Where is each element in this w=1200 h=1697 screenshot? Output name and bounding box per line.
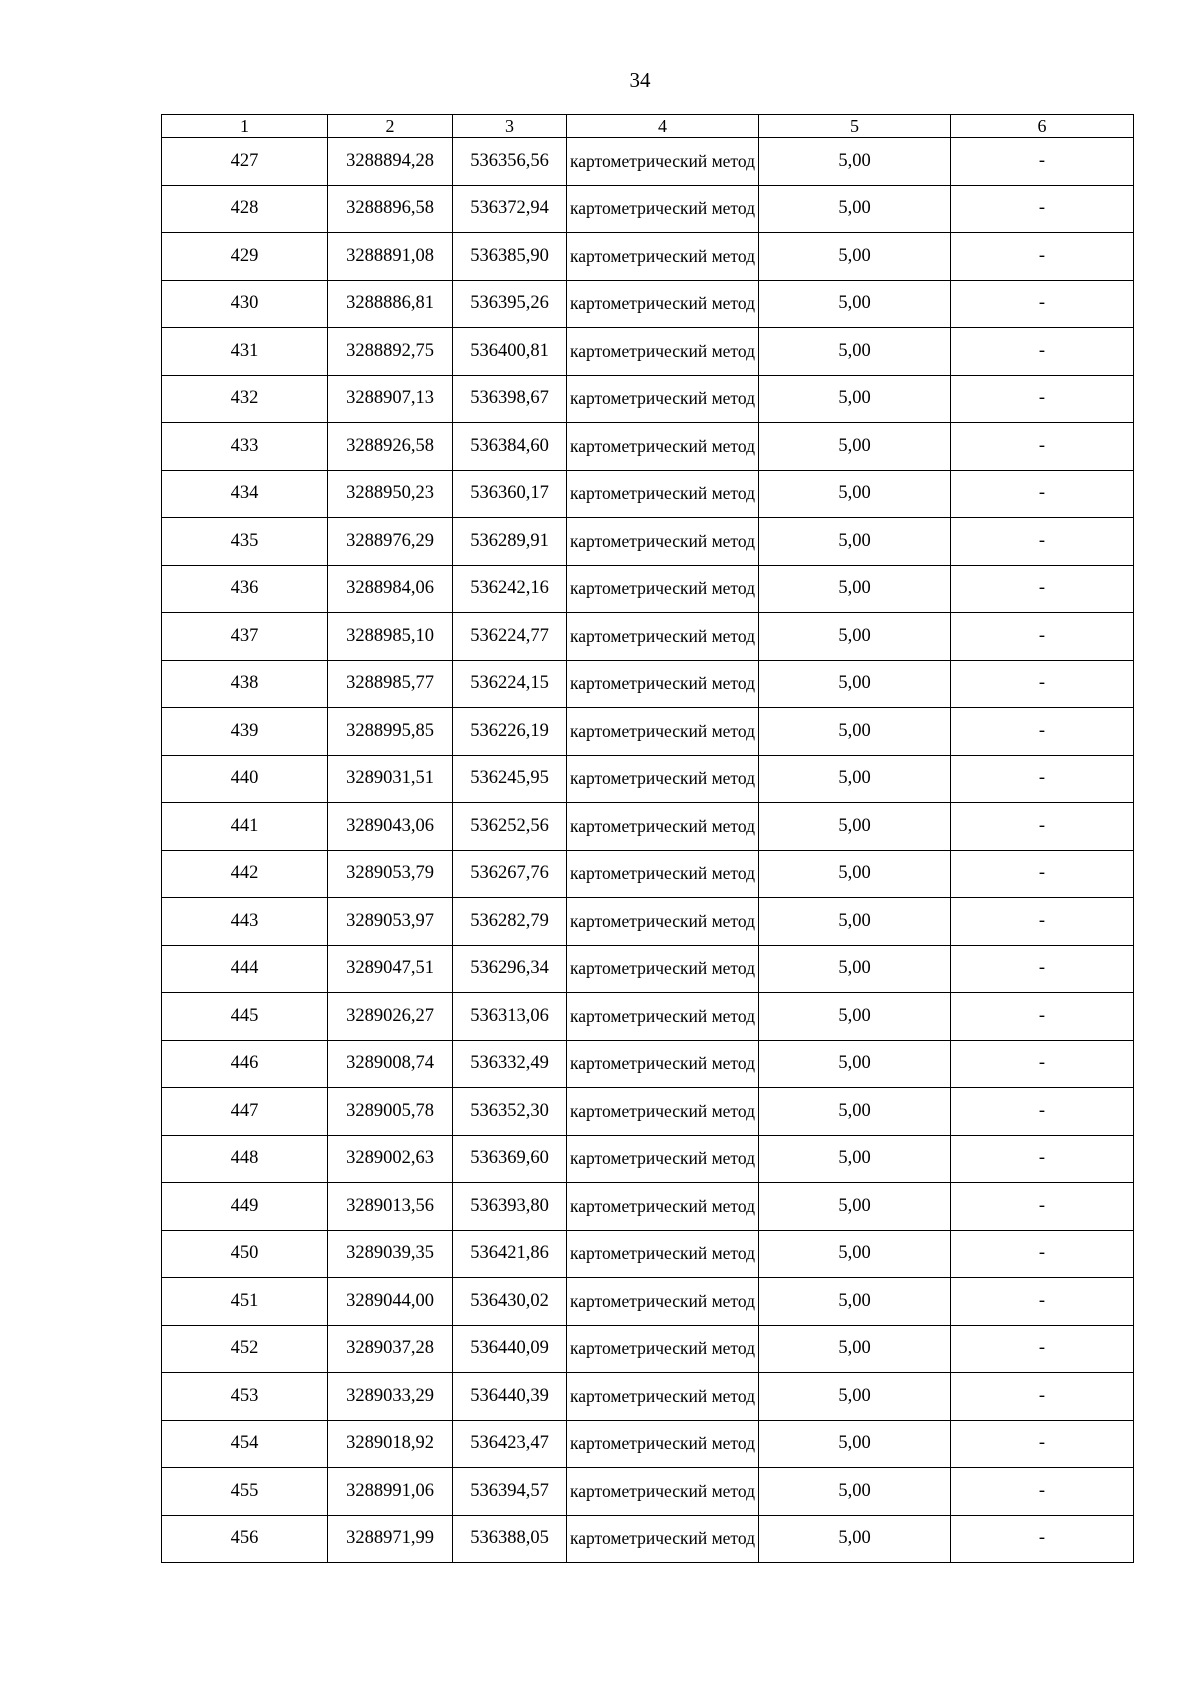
y-coordinate-cell: 536332,49 — [453, 1040, 567, 1088]
y-coordinate-cell: 536224,15 — [453, 660, 567, 708]
x-coordinate-cell: 3289053,97 — [328, 898, 453, 946]
table-row — [162, 1278, 1134, 1326]
table-row — [162, 1325, 1134, 1373]
x-coordinate-cell: 3289008,74 — [328, 1040, 453, 1088]
table-row — [162, 945, 1134, 993]
method-cell: картометрический метод — [567, 803, 759, 851]
x-coordinate-cell: 3288976,29 — [328, 518, 453, 566]
point-number-cell: 448 — [162, 1135, 328, 1183]
point-number-cell: 434 — [162, 470, 328, 518]
x-coordinate-cell: 3288892,75 — [328, 328, 453, 376]
note-cell: - — [951, 1515, 1134, 1563]
note-cell: - — [951, 233, 1134, 281]
method-cell: картометрический метод — [567, 1420, 759, 1468]
accuracy-cell: 5,00 — [759, 755, 951, 803]
x-coordinate-cell: 3289013,56 — [328, 1183, 453, 1231]
x-coordinate-cell: 3289033,29 — [328, 1373, 453, 1421]
note-cell: - — [951, 280, 1134, 328]
column-header-6: 6 — [951, 115, 1134, 138]
point-number-cell: 444 — [162, 945, 328, 993]
accuracy-cell: 5,00 — [759, 803, 951, 851]
note-cell: - — [951, 565, 1134, 613]
x-coordinate-cell: 3288891,08 — [328, 233, 453, 281]
point-number-cell: 450 — [162, 1230, 328, 1278]
method-cell: картометрический метод — [567, 1468, 759, 1516]
x-coordinate-cell: 3288894,28 — [328, 138, 453, 186]
table-row — [162, 1183, 1134, 1231]
note-cell: - — [951, 1183, 1134, 1231]
accuracy-cell: 5,00 — [759, 1230, 951, 1278]
note-cell: - — [951, 470, 1134, 518]
table-header-row — [162, 115, 1134, 138]
point-number-cell: 455 — [162, 1468, 328, 1516]
point-number-cell: 432 — [162, 375, 328, 423]
y-coordinate-cell: 536440,39 — [453, 1373, 567, 1421]
x-coordinate-cell: 3289047,51 — [328, 945, 453, 993]
method-cell: картометрический метод — [567, 138, 759, 186]
accuracy-cell: 5,00 — [759, 1420, 951, 1468]
point-number-cell: 440 — [162, 755, 328, 803]
note-cell: - — [951, 1088, 1134, 1136]
note-cell: - — [951, 1135, 1134, 1183]
table-row — [162, 328, 1134, 376]
point-number-cell: 437 — [162, 613, 328, 661]
point-number-cell: 451 — [162, 1278, 328, 1326]
point-number-cell: 449 — [162, 1183, 328, 1231]
accuracy-cell: 5,00 — [759, 945, 951, 993]
method-cell: картометрический метод — [567, 1230, 759, 1278]
method-cell: картометрический метод — [567, 565, 759, 613]
method-cell: картометрический метод — [567, 280, 759, 328]
x-coordinate-cell: 3288985,77 — [328, 660, 453, 708]
y-coordinate-cell: 536388,05 — [453, 1515, 567, 1563]
y-coordinate-cell: 536352,30 — [453, 1088, 567, 1136]
y-coordinate-cell: 536440,09 — [453, 1325, 567, 1373]
accuracy-cell: 5,00 — [759, 1088, 951, 1136]
coordinates-table — [161, 114, 1134, 1563]
method-cell: картометрический метод — [567, 850, 759, 898]
y-coordinate-cell: 536421,86 — [453, 1230, 567, 1278]
point-number-cell: 429 — [162, 233, 328, 281]
y-coordinate-cell: 536356,56 — [453, 138, 567, 186]
table-row — [162, 708, 1134, 756]
table-row — [162, 898, 1134, 946]
table-row — [162, 1230, 1134, 1278]
note-cell: - — [951, 1468, 1134, 1516]
x-coordinate-cell: 3289044,00 — [328, 1278, 453, 1326]
x-coordinate-cell: 3288971,99 — [328, 1515, 453, 1563]
note-cell: - — [951, 898, 1134, 946]
column-header-2: 2 — [328, 115, 453, 138]
note-cell: - — [951, 518, 1134, 566]
y-coordinate-cell: 536400,81 — [453, 328, 567, 376]
method-cell: картометрический метод — [567, 1325, 759, 1373]
note-cell: - — [951, 993, 1134, 1041]
table-row — [162, 1468, 1134, 1516]
y-coordinate-cell: 536226,19 — [453, 708, 567, 756]
column-header-5: 5 — [759, 115, 951, 138]
note-cell: - — [951, 328, 1134, 376]
point-number-cell: 443 — [162, 898, 328, 946]
point-number-cell: 435 — [162, 518, 328, 566]
table-row — [162, 1373, 1134, 1421]
point-number-cell: 439 — [162, 708, 328, 756]
point-number-cell: 427 — [162, 138, 328, 186]
x-coordinate-cell: 3288991,06 — [328, 1468, 453, 1516]
y-coordinate-cell: 536245,95 — [453, 755, 567, 803]
method-cell: картометрический метод — [567, 755, 759, 803]
note-cell: - — [951, 1420, 1134, 1468]
accuracy-cell: 5,00 — [759, 470, 951, 518]
point-number-cell: 446 — [162, 1040, 328, 1088]
point-number-cell: 441 — [162, 803, 328, 851]
x-coordinate-cell: 3289002,63 — [328, 1135, 453, 1183]
point-number-cell: 433 — [162, 423, 328, 471]
point-number-cell: 436 — [162, 565, 328, 613]
method-cell: картометрический метод — [567, 375, 759, 423]
y-coordinate-cell: 536372,94 — [453, 185, 567, 233]
y-coordinate-cell: 536423,47 — [453, 1420, 567, 1468]
point-number-cell: 442 — [162, 850, 328, 898]
table-row — [162, 613, 1134, 661]
method-cell: картометрический метод — [567, 185, 759, 233]
x-coordinate-cell: 3289053,79 — [328, 850, 453, 898]
method-cell: картометрический метод — [567, 1278, 759, 1326]
y-coordinate-cell: 536394,57 — [453, 1468, 567, 1516]
point-number-cell: 447 — [162, 1088, 328, 1136]
y-coordinate-cell: 536282,79 — [453, 898, 567, 946]
method-cell: картометрический метод — [567, 1040, 759, 1088]
x-coordinate-cell: 3289026,27 — [328, 993, 453, 1041]
note-cell: - — [951, 850, 1134, 898]
y-coordinate-cell: 536224,77 — [453, 613, 567, 661]
table-row — [162, 1420, 1134, 1468]
x-coordinate-cell: 3288926,58 — [328, 423, 453, 471]
y-coordinate-cell: 536252,56 — [453, 803, 567, 851]
point-number-cell: 452 — [162, 1325, 328, 1373]
note-cell: - — [951, 945, 1134, 993]
x-coordinate-cell: 3288950,23 — [328, 470, 453, 518]
note-cell: - — [951, 138, 1134, 186]
method-cell: картометрический метод — [567, 898, 759, 946]
table-row — [162, 1088, 1134, 1136]
column-header-4: 4 — [567, 115, 759, 138]
method-cell: картометрический метод — [567, 1183, 759, 1231]
y-coordinate-cell: 536398,67 — [453, 375, 567, 423]
page-number: 34 — [629, 68, 651, 92]
point-number-cell: 428 — [162, 185, 328, 233]
x-coordinate-cell: 3288995,85 — [328, 708, 453, 756]
accuracy-cell: 5,00 — [759, 850, 951, 898]
accuracy-cell: 5,00 — [759, 1373, 951, 1421]
note-cell: - — [951, 423, 1134, 471]
accuracy-cell: 5,00 — [759, 565, 951, 613]
accuracy-cell: 5,00 — [759, 280, 951, 328]
y-coordinate-cell: 536430,02 — [453, 1278, 567, 1326]
accuracy-cell: 5,00 — [759, 993, 951, 1041]
method-cell: картометрический метод — [567, 1135, 759, 1183]
accuracy-cell: 5,00 — [759, 660, 951, 708]
table-row — [162, 1135, 1134, 1183]
table-row — [162, 423, 1134, 471]
note-cell: - — [951, 1325, 1134, 1373]
x-coordinate-cell: 3288896,58 — [328, 185, 453, 233]
table-row — [162, 1040, 1134, 1088]
column-header-1: 1 — [162, 115, 328, 138]
accuracy-cell: 5,00 — [759, 1135, 951, 1183]
table-row — [162, 375, 1134, 423]
note-cell: - — [951, 1230, 1134, 1278]
accuracy-cell: 5,00 — [759, 518, 951, 566]
table-row — [162, 470, 1134, 518]
table-row — [162, 185, 1134, 233]
table-row — [162, 280, 1134, 328]
table-row — [162, 660, 1134, 708]
method-cell: картометрический метод — [567, 233, 759, 281]
method-cell: картометрический метод — [567, 470, 759, 518]
point-number-cell: 454 — [162, 1420, 328, 1468]
y-coordinate-cell: 536369,60 — [453, 1135, 567, 1183]
note-cell: - — [951, 185, 1134, 233]
table-row — [162, 993, 1134, 1041]
method-cell: картометрический метод — [567, 613, 759, 661]
accuracy-cell: 5,00 — [759, 375, 951, 423]
note-cell: - — [951, 613, 1134, 661]
method-cell: картометрический метод — [567, 993, 759, 1041]
accuracy-cell: 5,00 — [759, 423, 951, 471]
point-number-cell: 430 — [162, 280, 328, 328]
note-cell: - — [951, 1373, 1134, 1421]
x-coordinate-cell: 3289037,28 — [328, 1325, 453, 1373]
method-cell: картометрический метод — [567, 423, 759, 471]
table-body — [162, 138, 1134, 1563]
y-coordinate-cell: 536384,60 — [453, 423, 567, 471]
table-row — [162, 755, 1134, 803]
x-coordinate-cell: 3289031,51 — [328, 755, 453, 803]
x-coordinate-cell: 3288886,81 — [328, 280, 453, 328]
y-coordinate-cell: 536242,16 — [453, 565, 567, 613]
x-coordinate-cell: 3288907,13 — [328, 375, 453, 423]
y-coordinate-cell: 536296,34 — [453, 945, 567, 993]
x-coordinate-cell: 3288985,10 — [328, 613, 453, 661]
column-header-3: 3 — [453, 115, 567, 138]
table-row — [162, 138, 1134, 186]
y-coordinate-cell: 536395,26 — [453, 280, 567, 328]
accuracy-cell: 5,00 — [759, 1040, 951, 1088]
method-cell: картометрический метод — [567, 708, 759, 756]
note-cell: - — [951, 1278, 1134, 1326]
accuracy-cell: 5,00 — [759, 233, 951, 281]
method-cell: картометрический метод — [567, 660, 759, 708]
y-coordinate-cell: 536393,80 — [453, 1183, 567, 1231]
point-number-cell: 445 — [162, 993, 328, 1041]
accuracy-cell: 5,00 — [759, 1183, 951, 1231]
accuracy-cell: 5,00 — [759, 1515, 951, 1563]
accuracy-cell: 5,00 — [759, 1325, 951, 1373]
note-cell: - — [951, 1040, 1134, 1088]
point-number-cell: 438 — [162, 660, 328, 708]
accuracy-cell: 5,00 — [759, 1468, 951, 1516]
x-coordinate-cell: 3289039,35 — [328, 1230, 453, 1278]
y-coordinate-cell: 536360,17 — [453, 470, 567, 518]
method-cell: картометрический метод — [567, 1373, 759, 1421]
y-coordinate-cell: 536385,90 — [453, 233, 567, 281]
note-cell: - — [951, 803, 1134, 851]
accuracy-cell: 5,00 — [759, 328, 951, 376]
y-coordinate-cell: 536289,91 — [453, 518, 567, 566]
accuracy-cell: 5,00 — [759, 1278, 951, 1326]
table-row — [162, 518, 1134, 566]
table-row — [162, 233, 1134, 281]
x-coordinate-cell: 3289005,78 — [328, 1088, 453, 1136]
note-cell: - — [951, 755, 1134, 803]
accuracy-cell: 5,00 — [759, 708, 951, 756]
method-cell: картометрический метод — [567, 1515, 759, 1563]
accuracy-cell: 5,00 — [759, 185, 951, 233]
accuracy-cell: 5,00 — [759, 613, 951, 661]
note-cell: - — [951, 660, 1134, 708]
note-cell: - — [951, 708, 1134, 756]
table-row — [162, 1515, 1134, 1563]
y-coordinate-cell: 536267,76 — [453, 850, 567, 898]
table-row — [162, 803, 1134, 851]
y-coordinate-cell: 536313,06 — [453, 993, 567, 1041]
x-coordinate-cell: 3289018,92 — [328, 1420, 453, 1468]
accuracy-cell: 5,00 — [759, 138, 951, 186]
x-coordinate-cell: 3288984,06 — [328, 565, 453, 613]
method-cell: картометрический метод — [567, 1088, 759, 1136]
point-number-cell: 456 — [162, 1515, 328, 1563]
table-row — [162, 565, 1134, 613]
table-row — [162, 850, 1134, 898]
method-cell: картометрический метод — [567, 945, 759, 993]
method-cell: картометрический метод — [567, 328, 759, 376]
method-cell: картометрический метод — [567, 518, 759, 566]
x-coordinate-cell: 3289043,06 — [328, 803, 453, 851]
point-number-cell: 453 — [162, 1373, 328, 1421]
point-number-cell: 431 — [162, 328, 328, 376]
accuracy-cell: 5,00 — [759, 898, 951, 946]
note-cell: - — [951, 375, 1134, 423]
